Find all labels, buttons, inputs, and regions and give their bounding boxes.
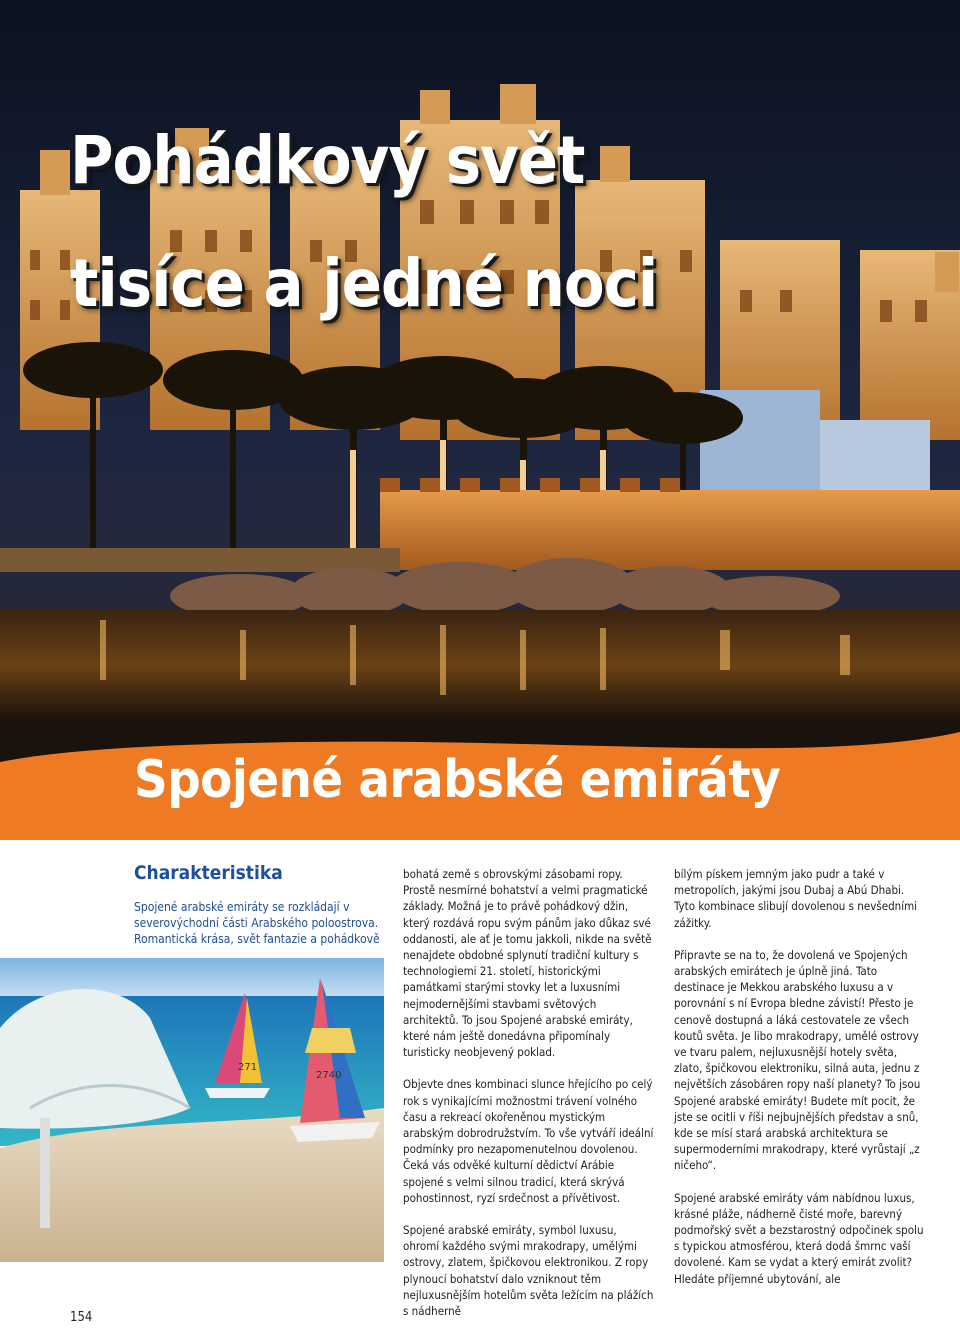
paragraph: Spojené arabské emiráty, symbol luxusu, ohromí každého svými mrakodrapy, umělými ostrovy, zlatem, špičkovou elektronikou. Z ropy plynoucí bohatství dalo vzniknout těm nejluxusnějším hotelům světa ležícím na plážích s nádherně — [403, 1223, 654, 1319]
page-number: 154 — [70, 1310, 93, 1325]
paragraph: Objevte dnes kombinaci slunce hřejícího po celý rok s vynikajícími možnostmi trávení volného času a rekreací okořeněnou mystickým arabským dobrodružstvím. To vše vytváří ideální podmínky pro nezapomenutelnou dovolenou. Čeká vás odvěké kulturní dědictví Arábie spojené s velmi silnou tradicí, která skrývá pohostinnost, ryzí srdečnost a přívětivost. — [403, 1077, 654, 1205]
hero-title-line-2: tisíce a jedné noci — [70, 244, 658, 322]
text-column-2 — [403, 866, 655, 1335]
paragraph: bílým pískem jemným jako pudr a také v metropolích, jakými jsou Dubaj a Abú Dhabi. Tyto kombinace slibují dovolenou s nevšedními zážitky. — [674, 867, 918, 930]
hero-title — [70, 100, 657, 346]
sail-number-1: 271 — [238, 1062, 258, 1073]
country-title-band — [0, 720, 960, 840]
paragraph: Spojené arabské emiráty vám nabídnou luxus, krásné pláže, nádherně čisté moře, barevný podmořský svět a bezstarostný odpočinek spolu s typickou atmosférou, která dodá šmrnc vaší dovolené. Kam se vydat a který emirát zvolit? Hledáte příjemné ubytování, ale — [674, 1190, 924, 1286]
text-column-3 — [674, 866, 926, 1303]
country-title: Spojené arabské emiráty — [134, 750, 781, 810]
paragraph: bohatá země s obrovskými zásobami ropy. Prostě nesmírné bohatství a velmi pragmatické základy. Možná je to právě pohádkový džin, který rozdává ropu svým pánům jako důkaz své oddanosti, ale ať je tomu jakkoli, nikde na světě nenajdete obdobné splynutí tradiční kultury s technologiemi 21. století, historickými památkami starými stovky let a luxusními nejmodernějšími stavbami světových architektů. To jsou Spojené arabské emiráty, které nám ještě donedávna připomínaly turisticky neobjevený poklad. — [403, 867, 652, 1060]
paragraph: Připravte se na to, že dovolená ve Spojených arabských emirátech je úplně jiná. Tato destinace je Mekkou arabského luxusu a v porovnání s ní Evropa bledne závistí! Přesto je cenově dostupná a láká cestovatele ze všech koutů světa. Je libo mrakodrapy, umělé ostrovy ve tvaru palem, nejluxusnější hotely světa, zlato, špičkovou elektroniku, silná auta, jednu z největších zásobáren ropy naší planety? To jsou Spojené arabské emiráty! Budete mít pocit, že jste se ocitli v říši nejbujnějších představ a snů, kde se mísí stará arabská architektura se supermoderními mrakodrapy, které vyrůstají „z ničeho“. — [674, 947, 921, 1173]
sail-number-2: 2740 — [316, 1070, 342, 1081]
hero-title-line-1: Pohádkový svět — [70, 122, 585, 199]
beach-sailboats-illustration — [0, 958, 384, 1262]
section-heading: Charakteristika — [134, 862, 283, 884]
beach-photo — [0, 958, 384, 1262]
intro-text: Spojené arabské emiráty se rozkládají v severovýchodní části Arabského poloostrova. Romantická krása, svět fantazie a pohádkově — [134, 900, 380, 947]
